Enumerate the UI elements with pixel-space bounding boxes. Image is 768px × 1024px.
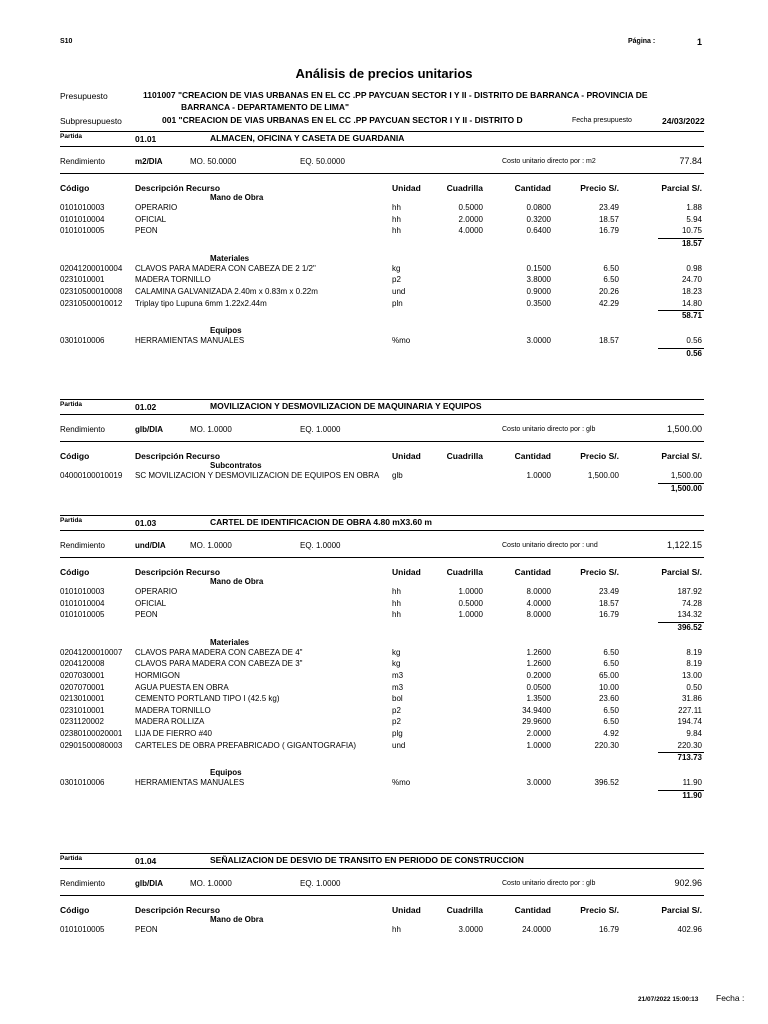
row-code: 02041200010004 bbox=[60, 263, 123, 273]
subpresupuesto-label: Subpresupuesto bbox=[60, 116, 122, 126]
page-number: 1 bbox=[697, 37, 703, 47]
row-cantidad: 3.0000 bbox=[526, 336, 551, 346]
row-unit: und bbox=[392, 287, 406, 296]
footer-fecha-label: Fecha : bbox=[716, 993, 745, 1003]
row-parcial: 11.90 bbox=[682, 778, 702, 788]
row-code: 0204120008 bbox=[60, 659, 105, 669]
row-parcial: 10.75 bbox=[681, 226, 702, 236]
row-parcial: 1.88 bbox=[686, 203, 702, 212]
rendimiento-label: Rendimiento bbox=[60, 879, 105, 888]
row-parcial: 0.98 bbox=[686, 263, 702, 273]
row-cuadrilla: 1.0000 bbox=[458, 587, 483, 596]
row-precio: 18.57 bbox=[598, 336, 619, 346]
partida-top-rule bbox=[60, 399, 704, 400]
row-cantidad: 0.0800 bbox=[526, 203, 551, 212]
row-code: 0301010006 bbox=[60, 778, 105, 788]
row-precio: 396.52 bbox=[594, 778, 619, 788]
row-parcial: 0.50 bbox=[686, 682, 702, 692]
row-parcial: 0.56 bbox=[686, 336, 702, 346]
row-unit: m3 bbox=[392, 671, 404, 680]
col-header-cuadrilla: Cuadrilla bbox=[446, 451, 483, 461]
row-unit: glb bbox=[392, 471, 403, 480]
col-header-parcial: Parcial S/. bbox=[661, 183, 702, 193]
rendimiento-unit: glb/DIA bbox=[135, 425, 163, 434]
col-header-cantidad: Cantidad bbox=[514, 183, 551, 193]
row-parcial: 74.28 bbox=[681, 598, 702, 608]
rendimiento-eq: EQ. 1.0000 bbox=[300, 541, 341, 550]
row-description: MADERA TORNILLO bbox=[135, 705, 211, 715]
row-unit: hh bbox=[392, 587, 401, 596]
col-header-descripcion: Descripción Recurso bbox=[135, 905, 221, 915]
row-cuadrilla: 0.5000 bbox=[458, 203, 483, 212]
costo-unitario-label: Costo unitario directo por : m2 bbox=[502, 158, 596, 165]
rendimiento-unit: m2/DIA bbox=[135, 157, 163, 166]
col-header-cuadrilla: Cuadrilla bbox=[446, 905, 483, 915]
row-description: LIJA DE FIERRO #40 bbox=[135, 729, 212, 738]
row-description: PEON bbox=[135, 610, 158, 620]
row-cantidad: 4.0000 bbox=[526, 598, 551, 608]
row-description: CLAVOS PARA MADERA CON CABEZA DE 4" bbox=[135, 647, 303, 657]
row-precio: 16.79 bbox=[598, 925, 619, 934]
row-cantidad: 24.0000 bbox=[522, 925, 551, 934]
row-description: CEMENTO PORTLAND TIPO I (42.5 kg) bbox=[135, 694, 280, 704]
group-subtotal: 18.57 bbox=[681, 238, 702, 248]
row-code: 0101010005 bbox=[60, 226, 105, 236]
row-parcial: 187.92 bbox=[677, 587, 702, 596]
row-description: OPERARIO bbox=[135, 587, 178, 596]
partida-name: SEÑALIZACION DE DESVIO DE TRANSITO EN PERIODO DE CONSTRUCCION bbox=[210, 855, 524, 865]
group-title: Mano de Obra bbox=[210, 915, 264, 924]
rendimiento-rule bbox=[60, 895, 704, 896]
row-precio: 220.30 bbox=[594, 740, 619, 750]
row-cuadrilla: 0.5000 bbox=[458, 598, 483, 608]
row-unit: plg bbox=[392, 729, 403, 738]
costo-unitario-label: Costo unitario directo por : glb bbox=[502, 426, 596, 433]
group-title: Materiales bbox=[210, 253, 250, 263]
col-header-descripcion: Descripción Recurso bbox=[135, 183, 221, 193]
row-parcial: 24.70 bbox=[681, 275, 702, 285]
row-unit: p2 bbox=[392, 275, 401, 285]
row-precio: 1,500.00 bbox=[587, 471, 619, 480]
row-precio: 6.50 bbox=[603, 275, 619, 285]
presupuesto-label: Presupuesto bbox=[60, 91, 108, 101]
row-precio: 23.49 bbox=[598, 203, 619, 212]
row-parcial: 8.19 bbox=[686, 659, 702, 669]
col-header-unidad: Unidad bbox=[392, 905, 421, 915]
row-unit: hh bbox=[392, 610, 401, 620]
col-header-precio: Precio S/. bbox=[580, 451, 619, 461]
row-description: OFICIAL bbox=[135, 598, 167, 608]
row-description: HERRAMIENTAS MANUALES bbox=[135, 336, 245, 346]
group-subtotal: 0.56 bbox=[686, 348, 702, 358]
subpresupuesto-value: 001 "CREACION DE VIAS URBANAS EN EL CC .PP PAYCUAN SECTOR I Y II - DISTRITO D bbox=[162, 115, 523, 125]
row-precio: 16.79 bbox=[598, 610, 619, 620]
row-unit: p2 bbox=[392, 717, 401, 727]
row-cantidad: 1.3500 bbox=[526, 694, 551, 704]
fecha-presupuesto-value: 24/03/2022 bbox=[662, 116, 705, 126]
rendimiento-eq: EQ. 1.0000 bbox=[300, 425, 341, 434]
row-cantidad: 0.0500 bbox=[526, 682, 551, 692]
costo-unitario-value: 1,500.00 bbox=[666, 424, 702, 434]
row-description: MADERA ROLLIZA bbox=[135, 717, 205, 727]
row-cuadrilla: 4.0000 bbox=[458, 226, 483, 236]
row-cantidad: 8.0000 bbox=[526, 587, 551, 596]
col-header-cuadrilla: Cuadrilla bbox=[446, 183, 483, 193]
row-cuadrilla: 3.0000 bbox=[458, 925, 483, 934]
footer-timestamp: 21/07/2022 15:00:13 bbox=[638, 996, 699, 1003]
partida-code: 01.02 bbox=[135, 402, 157, 412]
row-description: CARTELES DE OBRA PREFABRICADO ( GIGANTOGRAFIA) bbox=[135, 740, 357, 750]
row-cantidad: 0.1500 bbox=[526, 263, 551, 273]
row-code: 04000100010019 bbox=[60, 471, 123, 480]
row-description: CALAMINA GALVANIZADA 2.40m x 0.83m x 0.22m bbox=[135, 287, 318, 296]
partida-name: ALMACEN, OFICINA Y CASETA DE GUARDANIA bbox=[210, 133, 405, 143]
row-cantidad: 0.6400 bbox=[526, 226, 551, 236]
row-description: HERRAMIENTAS MANUALES bbox=[135, 778, 245, 788]
row-description: Triplay tipo Lupuna 6mm 1.22x2.44m bbox=[135, 298, 267, 308]
partida-code: 01.01 bbox=[135, 134, 157, 144]
row-description: SC MOVILIZACION Y DESMOVILIZACION DE EQUIPOS EN OBRA bbox=[135, 471, 380, 480]
row-parcial: 14.80 bbox=[681, 298, 702, 308]
rendimiento-unit: und/DIA bbox=[135, 541, 166, 550]
row-code: 0231010001 bbox=[60, 705, 105, 715]
row-unit: hh bbox=[392, 925, 401, 934]
row-code: 0101010004 bbox=[60, 598, 105, 608]
rendimiento-mo: MO. 50.0000 bbox=[190, 157, 237, 166]
row-cantidad: 29.9600 bbox=[522, 717, 551, 727]
partida-label: Partida bbox=[60, 517, 83, 524]
costo-unitario-value: 77.84 bbox=[679, 156, 702, 166]
row-cantidad: 3.0000 bbox=[526, 778, 551, 788]
group-title: Mano de Obra bbox=[210, 577, 264, 586]
row-precio: 18.57 bbox=[598, 598, 619, 608]
row-precio: 10.00 bbox=[598, 682, 619, 692]
group-title: Equipos bbox=[210, 326, 242, 336]
costo-unitario-label: Costo unitario directo por : und bbox=[502, 542, 598, 549]
rendimiento-eq: EQ. 50.0000 bbox=[300, 157, 345, 166]
rendimiento-label: Rendimiento bbox=[60, 541, 105, 550]
col-header-codigo: Código bbox=[60, 905, 90, 915]
row-unit: kg bbox=[392, 659, 401, 669]
row-unit: hh bbox=[392, 203, 401, 212]
group-title: Equipos bbox=[210, 768, 242, 778]
row-cuadrilla: 2.0000 bbox=[458, 214, 483, 224]
row-parcial: 31.86 bbox=[681, 694, 702, 704]
report-code: S10 bbox=[60, 38, 73, 45]
partida-label: Partida bbox=[60, 855, 83, 862]
row-code: 02380100020001 bbox=[60, 729, 123, 738]
row-cantidad: 0.3200 bbox=[526, 214, 551, 224]
fecha-presupuesto-label: Fecha presupuesto bbox=[572, 117, 632, 124]
row-code: 0301010006 bbox=[60, 336, 105, 346]
row-description: OPERARIO bbox=[135, 203, 178, 212]
row-parcial: 5.94 bbox=[686, 214, 702, 224]
group-title: Mano de Obra bbox=[210, 193, 264, 202]
row-cantidad: 3.8000 bbox=[526, 275, 551, 285]
row-cantidad: 0.3500 bbox=[526, 298, 551, 308]
partida-name: MOVILIZACION Y DESMOVILIZACION DE MAQUINARIA Y EQUIPOS bbox=[210, 401, 482, 411]
row-code: 0101010005 bbox=[60, 610, 105, 620]
group-subtotal: 1,500.00 bbox=[670, 483, 702, 493]
row-parcial: 134.32 bbox=[677, 610, 702, 620]
col-header-parcial: Parcial S/. bbox=[661, 567, 702, 577]
row-precio: 6.50 bbox=[603, 659, 619, 669]
col-header-descripcion: Descripción Recurso bbox=[135, 451, 221, 461]
row-precio: 23.49 bbox=[598, 587, 619, 596]
row-cantidad: 0.2000 bbox=[526, 671, 551, 680]
partida-code: 01.04 bbox=[135, 856, 157, 866]
row-description: CLAVOS PARA MADERA CON CABEZA DE 3" bbox=[135, 659, 303, 669]
group-subtotal: 11.90 bbox=[682, 790, 702, 800]
col-header-cantidad: Cantidad bbox=[514, 905, 551, 915]
group-subtotal: 713.73 bbox=[677, 753, 702, 763]
row-cantidad: 1.2600 bbox=[526, 647, 551, 657]
row-code: 0101010004 bbox=[60, 214, 105, 224]
row-precio: 42.29 bbox=[598, 298, 619, 308]
row-code: 02041200010007 bbox=[60, 647, 123, 657]
row-code: 02310500010012 bbox=[60, 298, 123, 308]
group-title: Materiales bbox=[210, 637, 250, 647]
partida-code: 01.03 bbox=[135, 518, 157, 528]
rendimiento-label: Rendimiento bbox=[60, 425, 105, 434]
row-precio: 18.57 bbox=[598, 214, 619, 224]
row-parcial: 220.30 bbox=[677, 740, 702, 750]
row-unit: hh bbox=[392, 598, 401, 608]
row-precio: 6.50 bbox=[603, 717, 619, 727]
col-header-unidad: Unidad bbox=[392, 183, 421, 193]
row-precio: 20.26 bbox=[598, 287, 619, 296]
row-unit: %mo bbox=[392, 336, 411, 346]
row-code: 0101010005 bbox=[60, 925, 105, 934]
row-code: 02310500010008 bbox=[60, 287, 123, 296]
row-cantidad: 2.0000 bbox=[526, 729, 551, 738]
partida-name-rule bbox=[60, 414, 704, 415]
row-description: PEON bbox=[135, 226, 158, 236]
row-code: 0207030001 bbox=[60, 671, 105, 680]
row-description: AGUA PUESTA EN OBRA bbox=[135, 682, 229, 692]
row-code: 0207070001 bbox=[60, 682, 105, 692]
row-cantidad: 1.0000 bbox=[526, 471, 551, 480]
rendimiento-mo: MO. 1.0000 bbox=[190, 879, 232, 888]
row-description: CLAVOS PARA MADERA CON CABEZA DE 2 1/2" bbox=[135, 263, 316, 273]
partida-top-rule bbox=[60, 131, 704, 132]
col-header-parcial: Parcial S/. bbox=[661, 451, 702, 461]
rendimiento-mo: MO. 1.0000 bbox=[190, 425, 232, 434]
col-header-cantidad: Cantidad bbox=[514, 451, 551, 461]
col-header-unidad: Unidad bbox=[392, 451, 421, 461]
row-description: OFICIAL bbox=[135, 214, 167, 224]
row-parcial: 13.00 bbox=[681, 671, 702, 680]
row-unit: p2 bbox=[392, 705, 401, 715]
partida-name-rule bbox=[60, 530, 704, 531]
row-cantidad: 34.9400 bbox=[522, 705, 551, 715]
row-cantidad: 1.0000 bbox=[526, 740, 551, 750]
row-unit: pln bbox=[392, 298, 403, 308]
row-unit: und bbox=[392, 740, 406, 750]
rendimiento-mo: MO. 1.0000 bbox=[190, 541, 232, 550]
row-unit: %mo bbox=[392, 778, 411, 788]
col-header-cantidad: Cantidad bbox=[514, 567, 551, 577]
row-code: 0101010003 bbox=[60, 587, 105, 596]
row-unit: kg bbox=[392, 263, 401, 273]
row-parcial: 227.11 bbox=[678, 705, 702, 715]
row-parcial: 8.19 bbox=[686, 647, 702, 657]
group-title: Subcontratos bbox=[210, 461, 262, 470]
row-cantidad: 0.9000 bbox=[526, 287, 551, 296]
rendimiento-label: Rendimiento bbox=[60, 157, 105, 166]
partida-top-rule bbox=[60, 853, 704, 854]
costo-unitario-value: 902.96 bbox=[674, 878, 702, 888]
col-header-descripcion: Descripción Recurso bbox=[135, 567, 221, 577]
costo-unitario-label: Costo unitario directo por : glb bbox=[502, 880, 596, 887]
presupuesto-line2: BARRANCA - DEPARTAMENTO DE LIMA" bbox=[181, 102, 350, 112]
col-header-precio: Precio S/. bbox=[580, 183, 619, 193]
row-parcial: 18.23 bbox=[681, 287, 702, 296]
col-header-unidad: Unidad bbox=[392, 567, 421, 577]
row-cantidad: 1.2600 bbox=[526, 659, 551, 669]
row-code: 0213010001 bbox=[60, 694, 105, 704]
row-parcial: 194.74 bbox=[677, 717, 702, 727]
row-description: MADERA TORNILLO bbox=[135, 275, 211, 285]
row-code: 0231010001 bbox=[60, 275, 105, 285]
group-subtotal: 396.52 bbox=[677, 622, 702, 632]
row-description: PEON bbox=[135, 925, 158, 934]
col-header-precio: Precio S/. bbox=[580, 905, 619, 915]
partida-name-rule bbox=[60, 868, 704, 869]
row-description: HORMIGON bbox=[135, 671, 180, 680]
row-code: 02901500080003 bbox=[60, 740, 123, 750]
rendimiento-rule bbox=[60, 557, 704, 558]
row-code: 0101010003 bbox=[60, 203, 105, 212]
row-parcial: 402.96 bbox=[677, 925, 702, 934]
partida-name: CARTEL DE IDENTIFICACION DE OBRA 4.80 mX3.60 m bbox=[210, 517, 432, 527]
col-header-codigo: Código bbox=[60, 183, 90, 193]
row-code: 0231120002 bbox=[60, 717, 104, 727]
row-parcial: 1,500.00 bbox=[670, 471, 702, 480]
page-title: Análisis de precios unitarios bbox=[295, 66, 473, 81]
row-precio: 23.60 bbox=[598, 694, 619, 704]
row-precio: 6.50 bbox=[603, 705, 619, 715]
row-precio: 6.50 bbox=[603, 263, 619, 273]
group-subtotal: 58.71 bbox=[681, 311, 702, 321]
rendimiento-eq: EQ. 1.0000 bbox=[300, 879, 341, 888]
row-cuadrilla: 1.0000 bbox=[458, 610, 483, 620]
page-label: Página : bbox=[628, 38, 656, 45]
row-cantidad: 8.0000 bbox=[526, 610, 551, 620]
partida-name-rule bbox=[60, 146, 704, 147]
row-unit: hh bbox=[392, 214, 401, 224]
costo-unitario-value: 1,122.15 bbox=[666, 540, 702, 550]
row-unit: kg bbox=[392, 647, 401, 657]
row-precio: 16.79 bbox=[598, 226, 619, 236]
row-precio: 6.50 bbox=[603, 647, 619, 657]
partida-top-rule bbox=[60, 515, 704, 516]
row-unit: bol bbox=[392, 694, 403, 704]
partida-label: Partida bbox=[60, 401, 83, 408]
row-precio: 4.92 bbox=[603, 729, 619, 738]
col-header-precio: Precio S/. bbox=[580, 567, 619, 577]
rendimiento-unit: glb/DIA bbox=[135, 879, 163, 888]
row-parcial: 9.84 bbox=[686, 729, 702, 738]
col-header-parcial: Parcial S/. bbox=[661, 905, 702, 915]
row-unit: hh bbox=[392, 226, 401, 236]
col-header-codigo: Código bbox=[60, 567, 90, 577]
row-precio: 65.00 bbox=[598, 671, 619, 680]
col-header-cuadrilla: Cuadrilla bbox=[446, 567, 483, 577]
col-header-codigo: Código bbox=[60, 451, 90, 461]
rendimiento-rule bbox=[60, 441, 704, 442]
partida-label: Partida bbox=[60, 133, 83, 140]
presupuesto-line1: 1101007 "CREACION DE VIAS URBANAS EN EL CC .PP PAYCUAN SECTOR I Y II - DISTRITO DE BARRANCA - PROVINCIA DE bbox=[143, 90, 648, 100]
row-unit: m3 bbox=[392, 682, 404, 692]
rendimiento-rule bbox=[60, 173, 704, 174]
